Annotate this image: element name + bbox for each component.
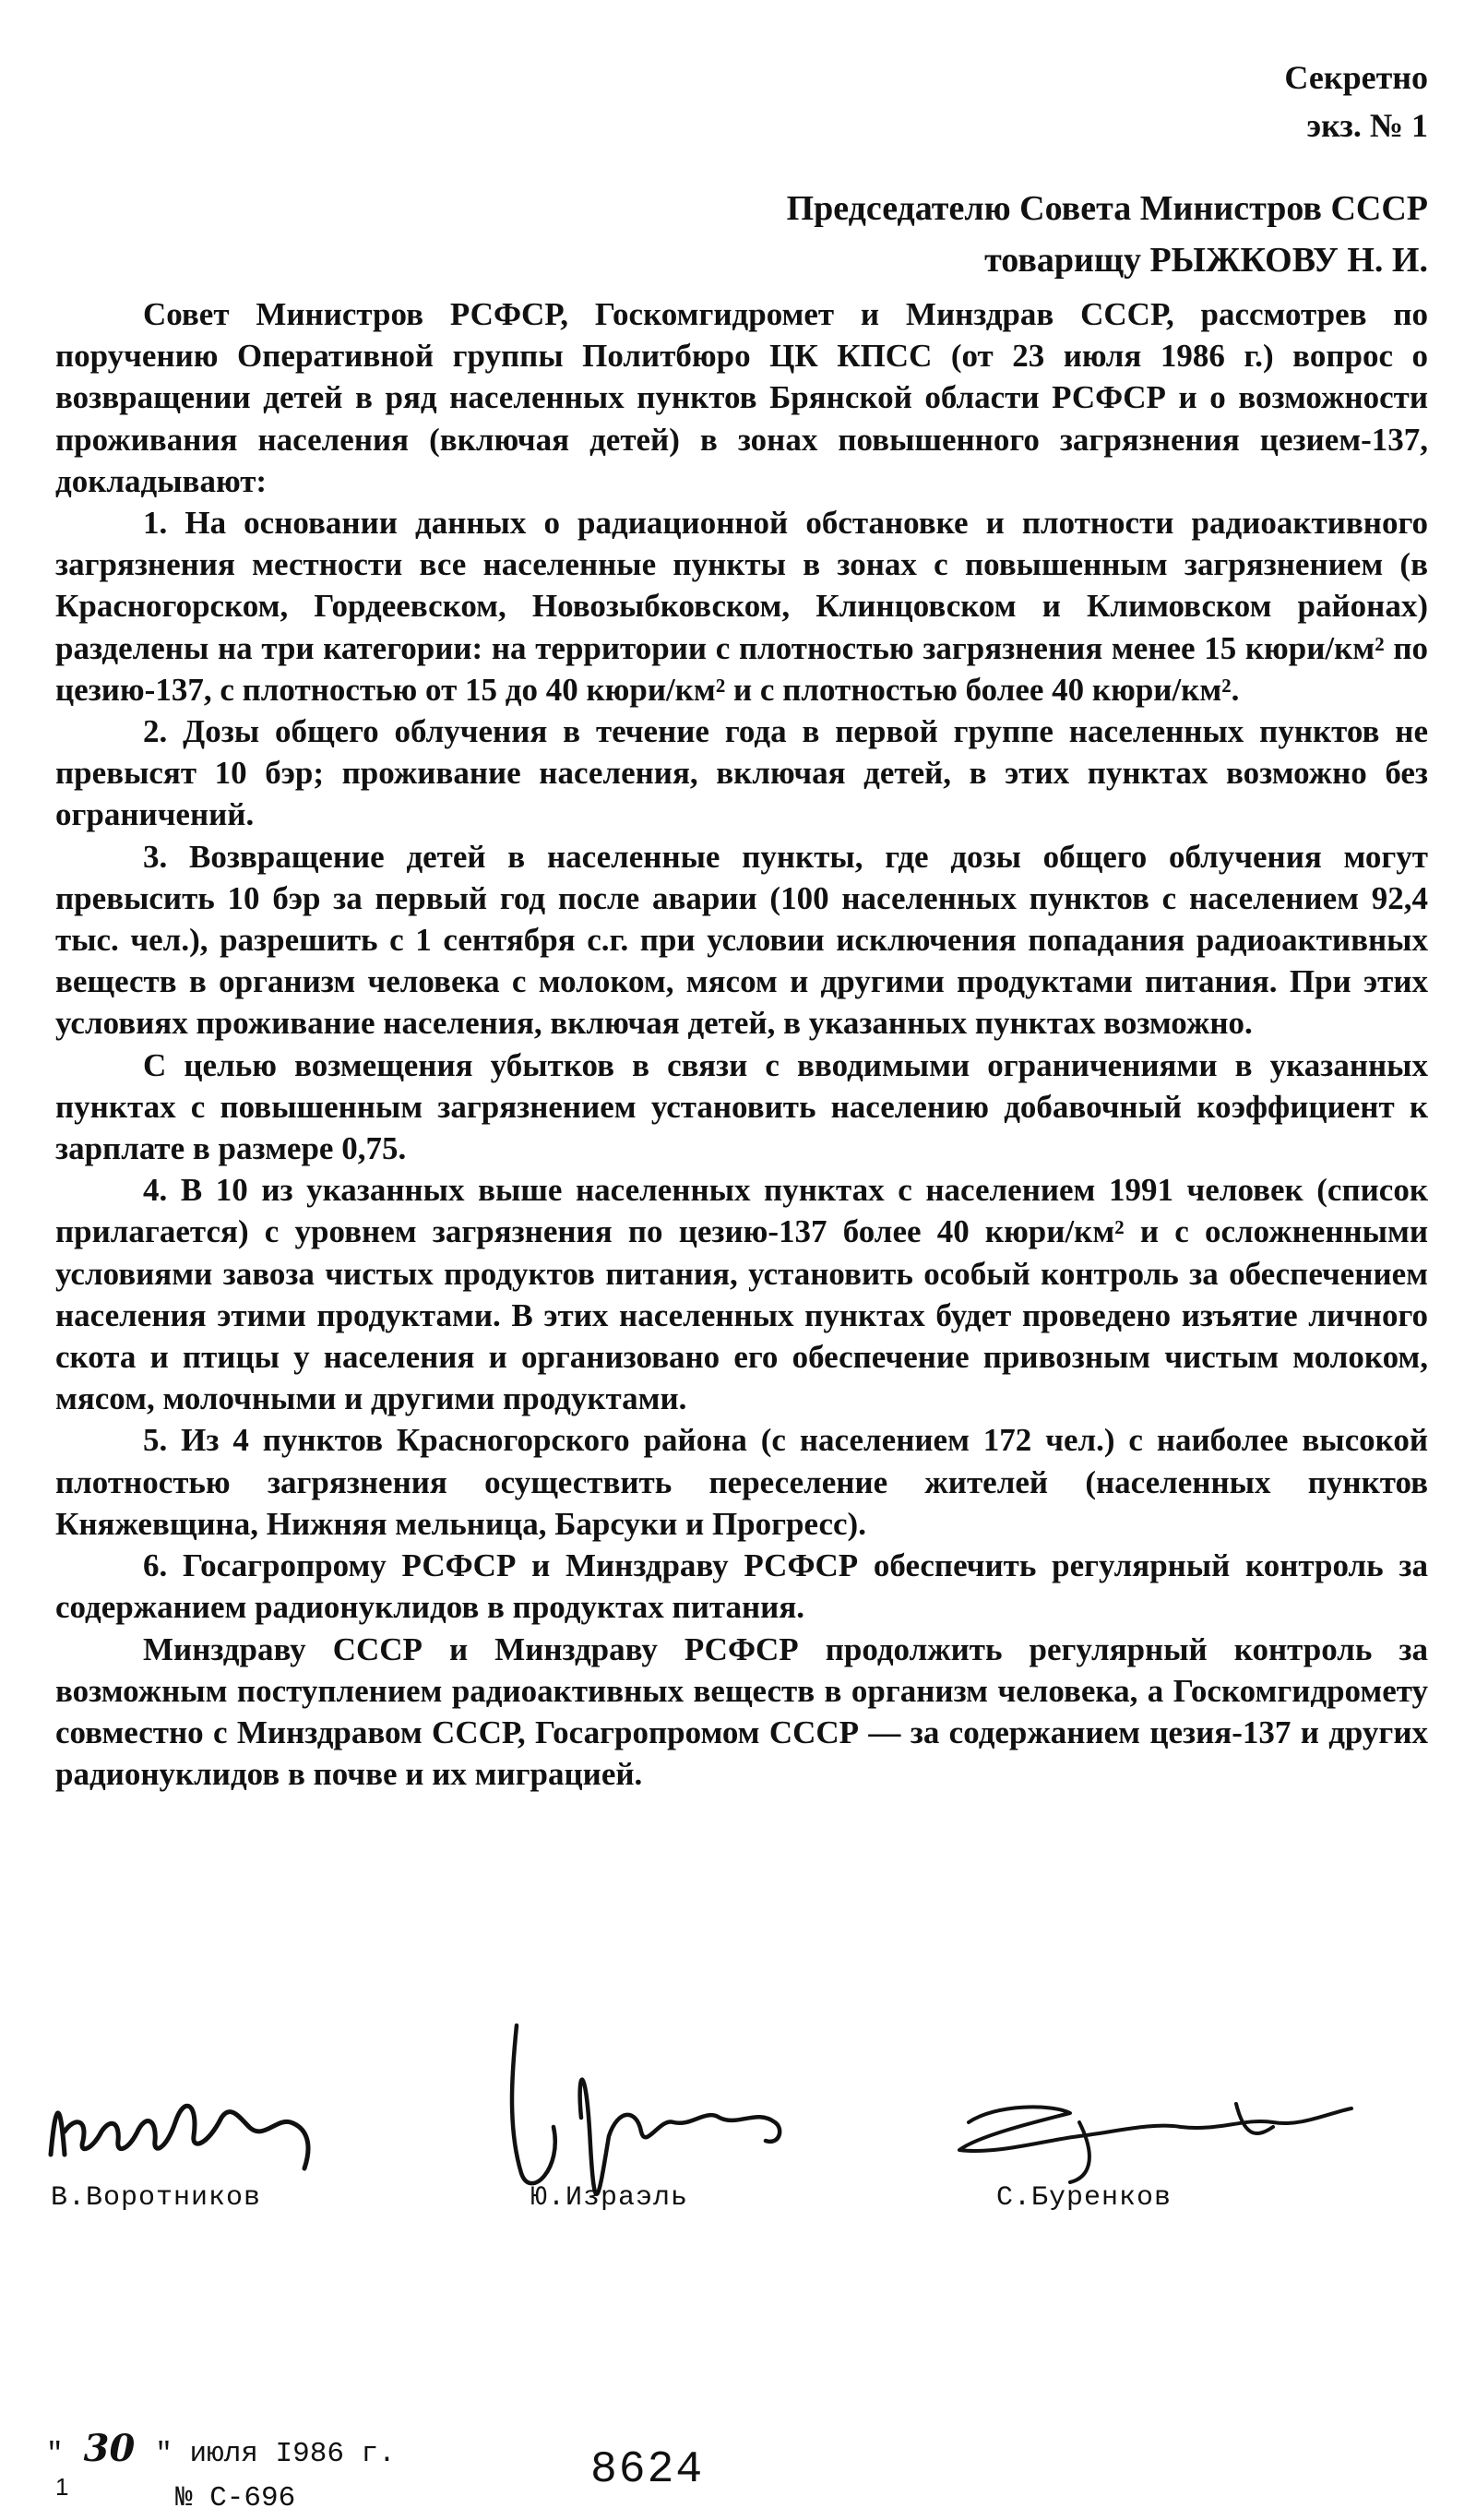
addressee-name: товарищу РЫЖКОВУ Н. И. <box>984 241 1428 280</box>
body-paragraph-3-compensation: С целью возмещения убытков в связи с вводимыми ограничениями в указанных пунктах с повышенным загрязнением установить населению добавочный коэффициент к зарплате в размере 0,75. <box>55 1046 1428 1167</box>
classification-block <box>1284 54 1428 149</box>
body-paragraph-4: 4. В 10 из указанных выше населенных пунктах с населением 1991 человек (список прилагается) с уровнем загрязнения по цезию-137 более 40 кюри/км² и с осложненными условиями завоза чистых продуктов питания, установить особый контроль за обеспечением населения этими продуктами. В этих населенных пунктах будет проведено изъятие личного скота и птицы у населения и организовано его обеспечение привозным чистым молоком, мясом, молочными и другими продуктами. <box>55 1172 1428 1417</box>
body-paragraph-intro: Совет Министров РСФСР, Госкомгидромет и Минздрав СССР, рассмотрев по поручению Оперативной группы Политбюро ЦК КПСС (от 23 июля 1986 г.) вопрос о возвращении детей в ряд населенных пунктов Брянской области РСФСР и о возможности проживания населения (включая детей) в зонах повышенного загрязнения цезием-137, докладывают: <box>55 296 1428 499</box>
signatory-name-izrael: Ю.Израэль <box>530 2182 689 2214</box>
signature-vorotnikov <box>37 2067 341 2178</box>
body-paragraph-2: 2. Дозы общего облучения в течение года в первой группе населенных пунктов не превысят 10 бэр; проживание населения, включая детей, в этих пунктах возможно без ограничений. <box>55 713 1428 833</box>
page-number: 1 <box>55 2473 69 2501</box>
archive-number: 8624 <box>590 2445 705 2495</box>
date-month-year: июля I986 г. <box>189 2438 396 2470</box>
signatory-name-burenkov: С.Буренков <box>996 2182 1172 2214</box>
handwritten-signature-vorotnikov <box>37 2067 341 2178</box>
signatory-name-vorotnikov: В.Воротников <box>51 2182 262 2214</box>
document-body <box>55 293 1428 1795</box>
signature-burenkov <box>941 2085 1365 2187</box>
document-date <box>46 2427 396 2470</box>
document-number: № С-696 <box>175 2482 296 2514</box>
date-quote-open: " <box>46 2438 64 2470</box>
body-paragraph-3: 3. Возвращение детей в населенные пункты, где дозы общего облучения могут превысить 10 бэр за первый год после аварии (100 населенных пунктов с населением 92,4 тыс. чел.), разрешить с 1 сентября с.г. при условии исключения попадания радиоактивных веществ в организм человека с молоком, мясом и другими продуктами питания. При этих условиях проживание населения, включая детей, в указанных пунктах возможно. <box>55 838 1428 1042</box>
addressee-title: Председателю Совета Министров СССР <box>786 189 1428 228</box>
date-day-handwritten: 30 <box>83 2427 136 2470</box>
classification-label: Секретно <box>1284 59 1428 96</box>
date-quote-close: " <box>155 2438 173 2470</box>
body-paragraph-closing: Минздраву СССР и Минздраву РСФСР продолжить регулярный контроль за возможным поступлением радиоактивных веществ в организм человека, а Госкомгидромету совместно с Минздравом СССР, Госагропромом СССР — за содержанием цезия-137 и других радионуклидов в почве и их миграцией. <box>55 1630 1428 1793</box>
body-paragraph-5: 5. Из 4 пунктов Красногорского района (с населением 172 чел.) с наиболее высокой плотностью загрязнения осуществить переселение жителей (населенных пунктов Княжевщина, Нижняя мельница, Барсуки и Прогресс). <box>55 1422 1428 1542</box>
handwritten-signature-burenkov <box>941 2085 1365 2187</box>
body-paragraph-6: 6. Госагропрому РСФСР и Минздраву РСФСР обеспечить регулярный контроль за содержанием радионуклидов в продуктах питания. <box>55 1547 1428 1626</box>
copy-number: экз. № 1 <box>1306 107 1428 144</box>
addressee-block <box>787 183 1428 286</box>
signatures-block <box>0 2067 1476 2233</box>
body-paragraph-1: 1. На основании данных о радиационной обстановке и плотности радиоактивного загрязнения местности все населенные пункты в зонах с повышенным загрязнением (в Красногорском, Гордеевском, Новозыбковском, Клинцовском и Климовском районах) разделены на три категории: на территории с плотностью загрязнения менее 15 кюри/км² по цезию-137, с плотностью от 15 до 40 кюри/км² и с плотностью более 40 кюри/км². <box>55 505 1428 708</box>
